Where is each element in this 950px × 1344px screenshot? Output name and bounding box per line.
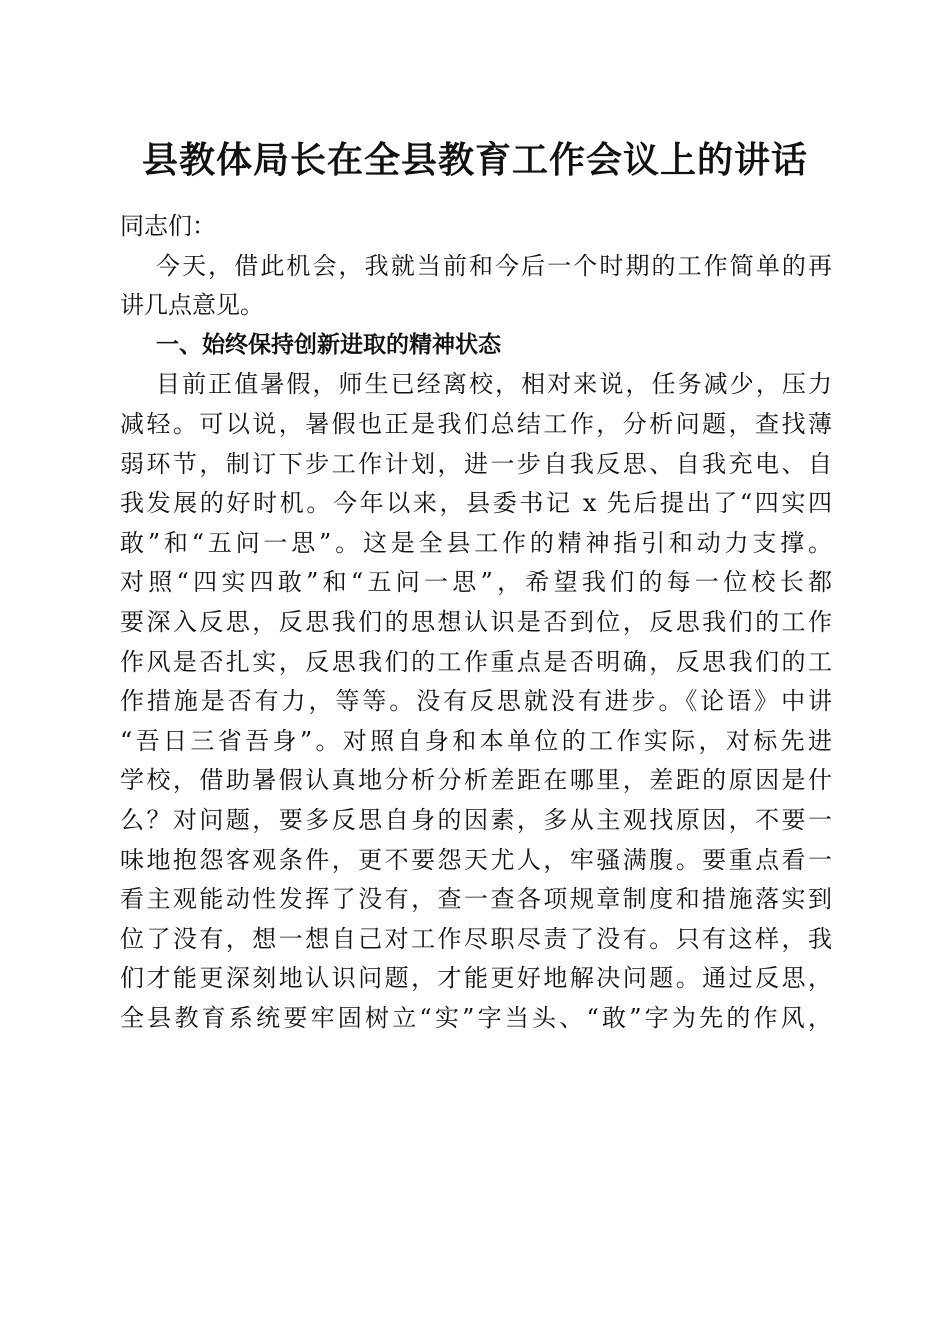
paragraph-line: 敢”和“五问一思”。这是全县工作的精神指引和动力支撑。 xyxy=(120,528,832,557)
document-title: 县教体局长在全县教育工作会议上的讲话 xyxy=(141,139,808,181)
paragraph-line: 要深入反思，反思我们的思想认识是否到位，反思我们的工作 xyxy=(120,607,832,636)
intro-line: 讲几点意见。 xyxy=(120,291,264,320)
paragraph-line: 作措施是否有力，等等。没有反思就没有进步。《论语》中讲 xyxy=(120,687,832,716)
paragraph-line: 对照“四实四敢”和“五问一思”，希望我们的每一位校长都 xyxy=(120,568,832,597)
document-body xyxy=(120,207,832,1038)
intro-line: 今天，借此机会，我就当前和今后一个时期的工作简单的再 xyxy=(156,251,832,280)
salutation: 同志们： xyxy=(120,212,216,240)
paragraph-line: 作风是否扎实，反思我们的工作重点是否明确，反思我们的工 xyxy=(120,647,832,676)
paragraph-line: 目前正值暑假，师生已经离校，相对来说，任务减少，压力 xyxy=(156,370,832,399)
paragraph-line: “吾日三省吾身”。对照自身和本单位的工作实际，对标先进 xyxy=(120,726,832,755)
paragraph-line: 我发展的好时机。今年以来，县委书记 x 先后提出了“四实四 xyxy=(120,489,832,518)
paragraph-line: 么？对问题，要多反思自身的因素，多从主观找原因，不要一 xyxy=(120,805,832,834)
section-heading: 一、始终保持创新进取的精神状态 xyxy=(156,331,501,358)
paragraph-line: 学校，借助暑假认真地分析分析差距在哪里，差距的原因是什 xyxy=(120,766,832,795)
paragraph-line: 全县教育系统要牢固树立“实”字当头、“敢”字为先的作风， xyxy=(120,1003,832,1032)
paragraph-line: 味地抱怨客观条件，更不要怨天尤人，牢骚满腹。要重点看一 xyxy=(120,845,832,874)
paragraph-line: 弱环节，制订下步工作计划，进一步自我反思、自我充电、自 xyxy=(120,449,832,478)
paragraph-line: 们才能更深刻地认识问题，才能更好地解决问题。通过反思， xyxy=(120,964,832,993)
paragraph-line: 减轻。可以说，暑假也正是我们总结工作，分析问题，查找薄 xyxy=(120,409,832,438)
paragraph-line: 看主观能动性发挥了没有，查一查各项规章制度和措施落实到 xyxy=(120,885,832,914)
paragraph-line: 位了没有，想一想自己对工作尽职尽责了没有。只有这样，我 xyxy=(120,924,832,953)
